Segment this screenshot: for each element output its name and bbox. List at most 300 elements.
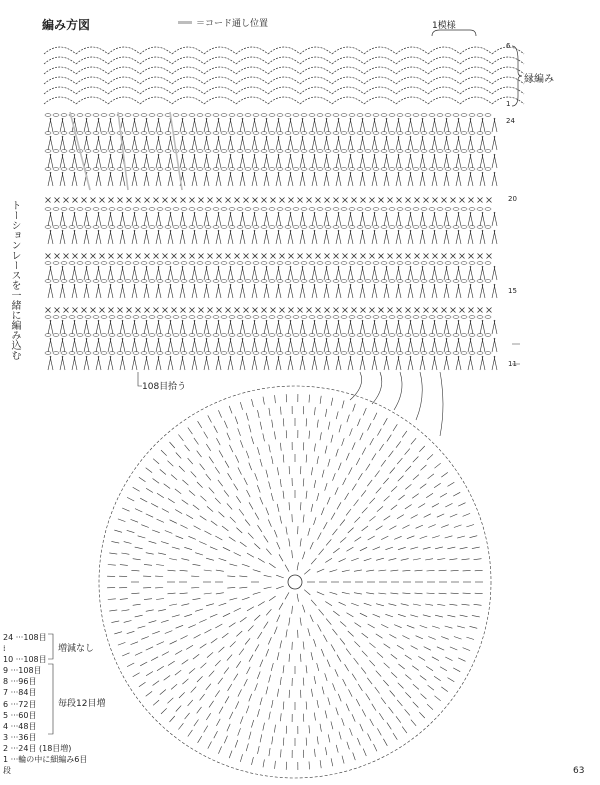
round-stitch [122, 508, 129, 511]
round-stitch [466, 637, 474, 639]
dc-stitch [230, 172, 233, 186]
chain-stitch [269, 208, 275, 211]
chain-stitch [189, 334, 195, 337]
chain-stitch [373, 352, 379, 355]
round-stitch [229, 537, 236, 542]
dc-stitch [374, 172, 377, 186]
dc-stitch [398, 172, 401, 186]
round-stitch [122, 653, 129, 656]
dc-stitch [62, 320, 65, 334]
edging-arc [236, 67, 268, 74]
round-stitch [292, 550, 293, 558]
sc-stitch [397, 198, 402, 203]
round-stitch [419, 446, 425, 452]
dc-stitch [134, 118, 137, 132]
sc-stitch [145, 254, 150, 259]
sc-stitch [244, 308, 249, 313]
edging-arc [396, 47, 428, 54]
round-stitch [263, 433, 265, 441]
chain-stitch [389, 114, 395, 117]
dc-stitch [146, 230, 149, 244]
sc-stitch [271, 308, 276, 313]
round-stitch [260, 697, 262, 705]
sc-stitch [271, 254, 276, 259]
round-stitch [260, 660, 263, 667]
chain-stitch [261, 352, 267, 355]
dc-stitch [290, 136, 293, 150]
round-stitch [366, 593, 374, 594]
chain-stitch [469, 132, 475, 135]
sc-stitch [343, 254, 348, 259]
edging-arc [396, 87, 428, 94]
round-stitch [269, 675, 271, 683]
round-stitch [289, 502, 290, 510]
chain-stitch [325, 208, 331, 211]
chain-stitch [261, 208, 267, 211]
round-stitch [195, 553, 203, 555]
chain-stitch [77, 132, 83, 135]
round-stitch [175, 650, 182, 654]
round-stitch [238, 467, 242, 474]
dc-stitch [302, 356, 305, 370]
round-stitch [405, 466, 411, 472]
chain-stitch [93, 262, 99, 265]
chain-stitch [349, 114, 355, 117]
round-stitch [168, 661, 175, 665]
round-stitch [354, 658, 359, 664]
round-stitch [437, 514, 444, 517]
sc-stitch [145, 198, 150, 203]
chain-stitch [101, 150, 107, 153]
chain-stitch [237, 316, 243, 319]
dc-stitch [194, 338, 197, 352]
chain-stitch [181, 262, 187, 265]
dc-stitch [62, 284, 65, 298]
dc-stitch [350, 356, 353, 370]
round-stitch [218, 480, 223, 486]
dc-stitch [350, 284, 353, 298]
dc-stitch [254, 338, 257, 352]
round-stitch [195, 609, 203, 611]
dc-stitch [278, 154, 281, 168]
round-stitch [168, 461, 174, 467]
chain-stitch [461, 226, 467, 229]
round-stitch [325, 409, 326, 417]
sc-stitch [352, 308, 357, 313]
edging-arc [332, 67, 364, 74]
round-stitch [314, 749, 315, 757]
round-stitch [266, 609, 271, 615]
round-stitch [360, 724, 363, 731]
round-stitch [283, 665, 284, 673]
chain-stitch [389, 334, 395, 337]
connector-line [416, 372, 422, 420]
chain-stitch [373, 334, 379, 337]
chain-stitch [133, 280, 139, 283]
chain-stitch [109, 280, 115, 283]
chain-stitch [421, 168, 427, 171]
dc-stitch [62, 338, 65, 352]
round-stitch [135, 547, 143, 549]
round-stitch [421, 694, 427, 699]
round-stitch [472, 615, 480, 617]
chain-stitch [397, 168, 403, 171]
round-stitch [246, 706, 249, 714]
chain-stitch [469, 168, 475, 171]
sc-stitch [487, 198, 492, 203]
dc-stitch [242, 136, 245, 150]
sc-stitch [244, 198, 249, 203]
round-stitch [227, 433, 230, 440]
round-stitch [169, 604, 177, 606]
chain-stitch [413, 280, 419, 283]
edging-arc [108, 47, 140, 54]
round-stitch [323, 635, 327, 642]
dc-stitch [110, 118, 113, 132]
round-stitch [419, 712, 425, 718]
chain-stitch [373, 208, 379, 211]
dc-stitch [326, 154, 329, 168]
sc-stitch [316, 254, 321, 259]
dc-stitch [446, 136, 449, 150]
round-stitch [337, 502, 341, 509]
chain-stitch [141, 168, 147, 171]
round-stitch [347, 547, 354, 551]
chain-stitch [85, 352, 91, 355]
dc-stitch [98, 338, 101, 352]
round-stitch [109, 610, 117, 611]
sc-stitch [217, 308, 222, 313]
dc-stitch [422, 230, 425, 244]
round-stitch [349, 467, 353, 474]
chain-stitch [45, 334, 51, 337]
round-stitch [114, 632, 122, 634]
dc-stitch [206, 212, 209, 226]
round-stitch [342, 438, 345, 446]
round-stitch [372, 453, 376, 460]
round-stitch [333, 473, 336, 481]
chain-stitch [133, 132, 139, 135]
dc-stitch [434, 136, 437, 150]
dc-stitch [278, 212, 281, 226]
round-stitch [391, 672, 397, 677]
round-stitch [219, 603, 227, 605]
dc-stitch [398, 154, 401, 168]
dc-stitch [434, 118, 437, 132]
chain-stitch [461, 150, 467, 153]
round-stitch [309, 762, 310, 770]
round-stitch [280, 516, 282, 524]
round-stitch [432, 536, 440, 538]
sc-stitch [64, 198, 69, 203]
round-stitch [306, 738, 307, 746]
dc-stitch [194, 266, 197, 280]
round-stitch [283, 455, 284, 463]
edging-arc [364, 67, 396, 74]
chain-stitch [365, 150, 371, 153]
sc-stitch [91, 254, 96, 259]
round-stitch [310, 542, 313, 549]
dc-stitch [410, 338, 413, 352]
dc-stitch [458, 136, 461, 150]
chain-stitch [117, 280, 123, 283]
round-stitch [135, 652, 142, 655]
round-stitch [391, 505, 397, 510]
dc-stitch [50, 212, 53, 226]
round-stitch [303, 442, 304, 450]
round-stitch [432, 657, 439, 661]
round-stitch [171, 475, 177, 480]
dc-stitch [290, 172, 293, 186]
round-stitch [247, 553, 254, 557]
round-stitch [188, 428, 193, 435]
round-stitch [362, 651, 368, 657]
chain-stitch [373, 262, 379, 265]
sc-stitch [163, 198, 168, 203]
round-stitch [332, 529, 337, 535]
dc-stitch [278, 356, 281, 370]
round-stitch [318, 624, 322, 631]
chain-stitch [333, 280, 339, 283]
chain-stitch [429, 280, 435, 283]
dc-stitch [146, 212, 149, 226]
round-stitch [153, 681, 160, 686]
dc-stitch [386, 136, 389, 150]
dc-stitch [122, 338, 125, 352]
sc-stitch [460, 254, 465, 259]
dc-stitch [194, 212, 197, 226]
round-stitch [401, 559, 409, 561]
chain-stitch [293, 168, 299, 171]
chain-stitch [205, 280, 211, 283]
edging-arc [76, 97, 108, 104]
chain-stitch [405, 352, 411, 355]
chain-stitch [421, 208, 427, 211]
chain-stitch [157, 262, 163, 265]
round-stitch [246, 451, 249, 459]
dc-stitch [314, 118, 317, 132]
round-stitch [200, 516, 207, 521]
chain-stitch [309, 316, 315, 319]
round-stitch [338, 694, 341, 702]
dc-stitch [110, 320, 113, 334]
dc-stitch [482, 154, 485, 168]
edging-arc [108, 57, 140, 64]
dc-stitch [170, 154, 173, 168]
dc-stitch [494, 154, 497, 168]
dc-stitch [290, 338, 293, 352]
round-stitch [252, 757, 254, 765]
round-stitch [413, 559, 421, 561]
round-stitch [253, 592, 261, 594]
edging-arc [268, 77, 300, 84]
round-stitch [146, 488, 153, 492]
round-stitch [152, 530, 160, 533]
sc-stitch [415, 308, 420, 313]
round-stitch [374, 413, 377, 420]
chain-stitch [357, 280, 363, 283]
round-stitch [289, 654, 290, 662]
round-stitch [389, 634, 396, 638]
sc-stitch [316, 198, 321, 203]
dc-stitch [374, 320, 377, 334]
sc-stitch [433, 308, 438, 313]
chain-stitch [405, 316, 411, 319]
round-stitch [279, 603, 283, 610]
dc-stitch [422, 154, 425, 168]
round-stitch [435, 463, 441, 468]
chain-stitch [333, 262, 339, 265]
chain-stitch [149, 208, 155, 211]
dc-stitch [446, 266, 449, 280]
round-stitch [348, 528, 354, 533]
dc-stitch [122, 266, 125, 280]
round-stitch [352, 674, 356, 681]
chain-stitch [461, 114, 467, 117]
round-stitch [266, 549, 271, 555]
dc-stitch [362, 136, 365, 150]
round-stitch [227, 655, 232, 661]
dc-stitch [50, 136, 53, 150]
dc-stitch [50, 154, 53, 168]
round-stitch [200, 464, 205, 470]
round-stitch [277, 504, 279, 512]
chain-stitch [253, 168, 259, 171]
round-stitch [178, 723, 183, 729]
sc-stitch [190, 198, 195, 203]
round-stitch [218, 647, 224, 652]
chain-stitch [453, 316, 459, 319]
dc-stitch [218, 154, 221, 168]
chain-stitch [61, 316, 67, 319]
round-stitch [398, 664, 404, 669]
dc-stitch [170, 356, 173, 370]
dc-stitch [74, 320, 77, 334]
chain-stitch [229, 280, 235, 283]
chain-stitch [293, 226, 299, 229]
sc-stitch [262, 308, 267, 313]
chain-stitch [437, 114, 443, 117]
sc-stitch [172, 254, 177, 259]
chain-stitch [413, 316, 419, 319]
dc-stitch [362, 266, 365, 280]
round-stitch [204, 629, 211, 633]
pickup-label: 108目拾う [142, 382, 187, 392]
chain-stitch [413, 208, 419, 211]
chain-stitch [205, 208, 211, 211]
round-stitch [240, 440, 243, 448]
round-stitch [319, 549, 324, 555]
dc-stitch [158, 154, 161, 168]
chain-stitch [429, 114, 435, 117]
round-stitch [207, 506, 213, 511]
round-stitch [245, 520, 250, 526]
sc-stitch [109, 254, 114, 259]
chain-stitch [397, 334, 403, 337]
round-stitch [397, 645, 404, 649]
round-stitch [424, 514, 431, 518]
dc-stitch [206, 356, 209, 370]
chain-stitch [45, 280, 51, 283]
chain-stitch [373, 168, 379, 171]
round-stitch [314, 444, 315, 452]
chain-stitch [413, 352, 419, 355]
chain-stitch [181, 132, 187, 135]
chain-stitch [373, 132, 379, 135]
round-stitch [339, 602, 346, 605]
sc-stitch [478, 198, 483, 203]
sc-stitch [127, 308, 132, 313]
round-stitch [373, 614, 380, 617]
edging-arc [236, 47, 268, 54]
round-stitch [405, 449, 410, 455]
round-stitch [387, 435, 391, 442]
legend-line: 2 ···24目 (18目増) [3, 743, 72, 753]
chain-stitch [213, 208, 219, 211]
round-stitch [333, 611, 339, 616]
round-stitch [336, 449, 339, 457]
dc-stitch [86, 266, 89, 280]
round-stitch [375, 687, 380, 693]
round-stitch [197, 707, 202, 713]
edging-arc [268, 97, 300, 104]
dc-stitch [314, 212, 317, 226]
chain-stitch [53, 132, 59, 135]
round-stitch [318, 533, 322, 540]
chain-stitch [469, 208, 475, 211]
round-stitch [351, 603, 359, 606]
round-stitch [197, 451, 202, 457]
round-stitch [111, 541, 119, 543]
round-stitch [354, 500, 359, 506]
round-stitch [363, 408, 366, 415]
dc-stitch [230, 338, 233, 352]
sc-stitch [46, 254, 51, 259]
round-stitch [413, 475, 419, 480]
dc-stitch [374, 212, 377, 226]
round-stitch [171, 684, 177, 689]
sc-stitch [487, 254, 492, 259]
chain-stitch [189, 280, 195, 283]
dc-stitch [422, 172, 425, 186]
round-stitch [418, 504, 425, 508]
round-stitch [308, 628, 310, 636]
dc-stitch [194, 320, 197, 334]
dc-stitch [290, 230, 293, 244]
round-stitch [207, 652, 213, 657]
round-stitch [320, 396, 321, 404]
round-stitch [328, 422, 330, 430]
round-stitch [437, 559, 445, 560]
round-stitch [269, 748, 270, 756]
chain-stitch [453, 208, 459, 211]
sc-stitch [217, 198, 222, 203]
round-stitch [317, 663, 319, 671]
chain-stitch [61, 132, 67, 135]
round-stitch [398, 547, 406, 549]
dc-stitch [326, 230, 329, 244]
chain-stitch [45, 132, 51, 135]
round-stitch [249, 502, 253, 509]
dc-stitch [74, 172, 77, 186]
dc-stitch [266, 154, 269, 168]
round-stitch [398, 614, 406, 616]
edging-arc [140, 77, 172, 84]
round-stitch [369, 498, 375, 504]
round-stitch [168, 698, 174, 704]
round-stitch [138, 626, 146, 628]
round-stitch [144, 564, 152, 565]
